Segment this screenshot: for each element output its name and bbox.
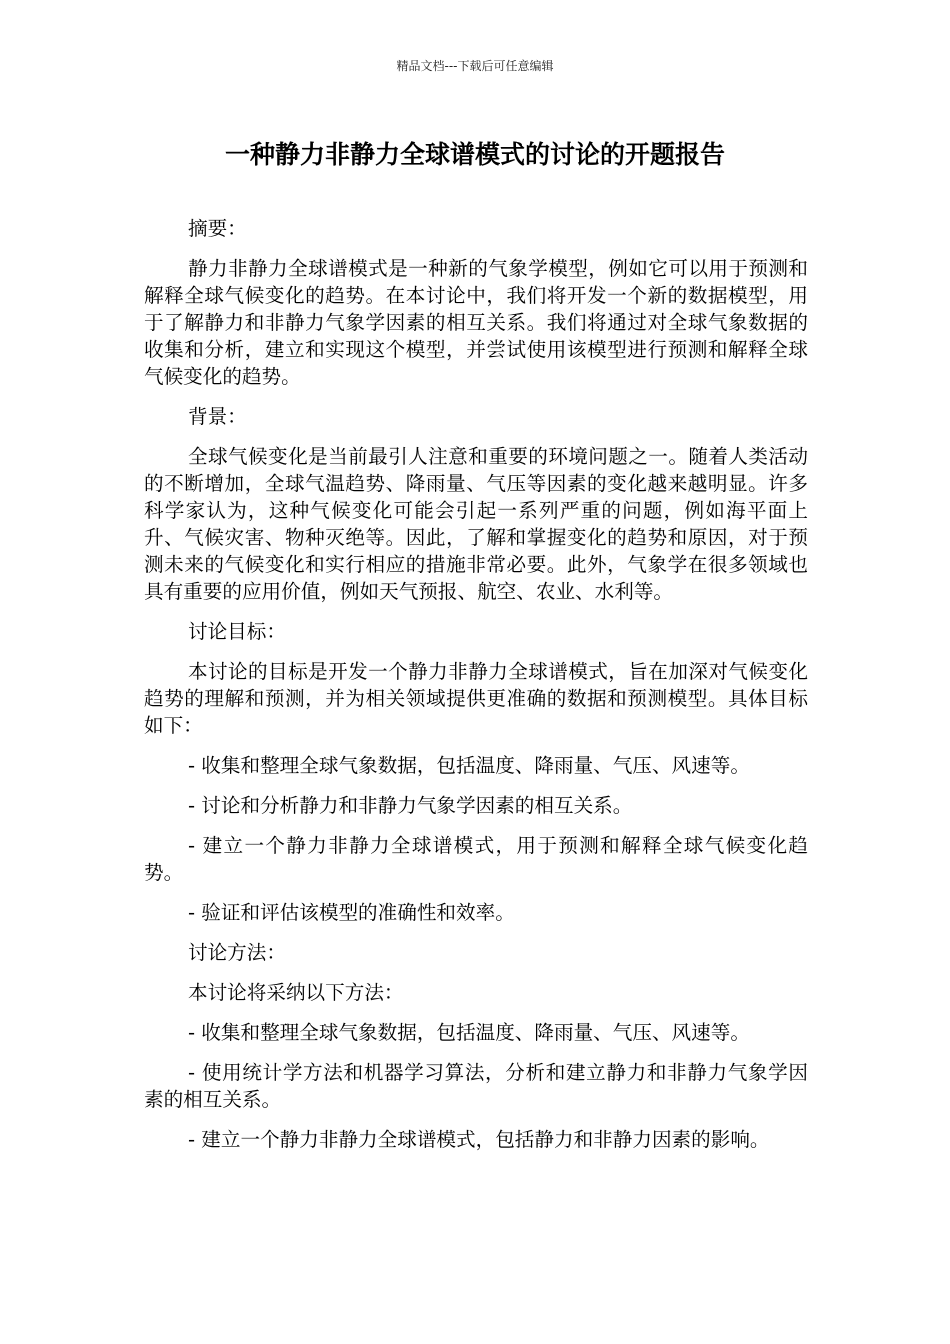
document-title: 一种静力非静力全球谱模式的讨论的开题报告: [224, 140, 725, 169]
heading-methods: 讨论方法：: [188, 941, 286, 964]
list-item-objective: - 验证和评估该模型的准确性和效率。: [188, 901, 515, 924]
paragraph-background: 全球气候变化是当前最引人注意和重要的环境问题之一。随着人类活动的不断增加，全球气温趋势、降雨量、气压等因素的变化越来越明显。许多科学家认为，这种气候变化可能会引起一系列严重的问题，例如海平面上升、气候灾害、物种灭绝等。因此，了解和掌握变化的趋势和原因，对于预测未来的气候变化和实行相应的措施非常必要。此外，气象学在很多领域也具有重要的应用价值，例如天气预报、航空、农业、水利等。: [144, 445, 808, 603]
heading-abstract: 摘要：: [188, 217, 247, 240]
list-item-method: - 收集和整理全球气象数据，包括温度、降雨量、气压、风速等。: [188, 1021, 750, 1044]
paragraph-methods-intro: 本讨论将采纳以下方法：: [188, 981, 404, 1004]
heading-objectives: 讨论目标：: [188, 620, 286, 643]
page-header: 精品文档---下载后可任意编辑: [396, 59, 554, 73]
list-item-objective: - 讨论和分析静力和非静力气象学因素的相互关系。: [188, 794, 633, 817]
document-body: [144, 215, 808, 1166]
paragraph-abstract: 静力非静力全球谱模式是一种新的气象学模型，例如它可以用于预测和解释全球气候变化的趋势。在本讨论中，我们将开发一个新的数据模型，用于了解静力和非静力气象学因素的相互关系。我们将通过对全球气象数据的收集和分析，建立和实现这个模型，并尝试使用该模型进行预测和解释全球气候变化的趋势。: [144, 257, 808, 388]
list-item-objective: - 收集和整理全球气象数据，包括温度、降雨量、气压、风速等。: [188, 754, 750, 777]
list-item-method: - 使用统计学方法和机器学习算法，分析和建立静力和非静力气象学因素的相互关系。: [144, 1061, 808, 1111]
list-item-method: - 建立一个静力非静力全球谱模式，包括静力和非静力因素的影响。: [188, 1128, 770, 1151]
heading-background: 背景：: [188, 405, 247, 428]
list-item-objective: - 建立一个静力非静力全球谱模式，用于预测和解释全球气候变化趋势。: [144, 834, 808, 884]
paragraph-objectives: 本讨论的目标是开发一个静力非静力全球谱模式，旨在加深对气候变化趋势的理解和预测，并为相关领域提供更准确的数据和预测模型。具体目标如下：: [144, 660, 808, 737]
